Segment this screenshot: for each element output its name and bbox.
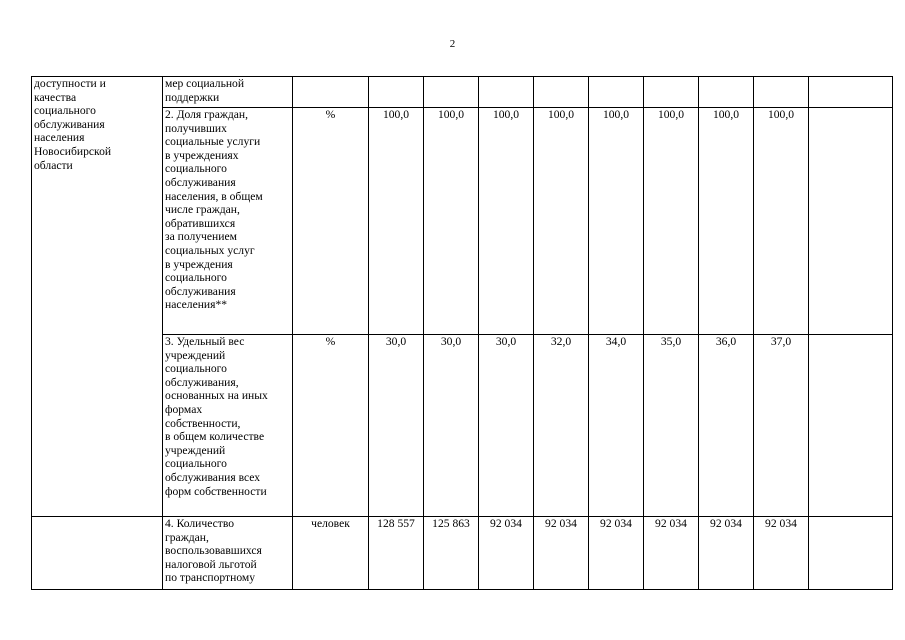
value-cell: 35,0 <box>644 335 699 517</box>
indicator-cell <box>163 335 293 517</box>
value-cell <box>644 77 699 108</box>
value-cell: 92 034 <box>754 517 809 590</box>
value-cell: 100,0 <box>479 108 534 335</box>
table-row <box>32 77 893 108</box>
value-cell: 100,0 <box>369 108 424 335</box>
value-cell: 92 034 <box>589 517 644 590</box>
value-cell: 30,0 <box>424 335 479 517</box>
value-cell: 100,0 <box>699 108 754 335</box>
value-cell: 92 034 <box>534 517 589 590</box>
indicator-text: 4. Количество граждан, воспользовавшихся налоговой льготой по транспортному <box>165 517 262 585</box>
indicator-text: мер социальной поддержки <box>165 77 245 104</box>
value-cell: 36,0 <box>699 335 754 517</box>
value-cell: 100,0 <box>424 108 479 335</box>
note-cell <box>809 108 893 335</box>
value-cell: 92 034 <box>479 517 534 590</box>
value-cell: 100,0 <box>644 108 699 335</box>
value-cell: 34,0 <box>589 335 644 517</box>
goal-text: доступности и качества социального обслуживания населения Новосибирской области <box>34 77 112 172</box>
value-cell <box>699 77 754 108</box>
value-cell <box>754 77 809 108</box>
value-cell: 92 034 <box>699 517 754 590</box>
value-cell <box>369 77 424 108</box>
value-cell: 100,0 <box>534 108 589 335</box>
value-cell <box>424 77 479 108</box>
indicator-cell <box>163 77 293 108</box>
value-cell: 128 557 <box>369 517 424 590</box>
goal-cell <box>32 77 163 517</box>
value-cell: 37,0 <box>754 335 809 517</box>
unit-cell: % <box>293 108 369 335</box>
value-cell: 100,0 <box>589 108 644 335</box>
page-number: 2 <box>449 38 456 50</box>
indicator-text: 3. Удельный вес учреждений социального обслуживания, основанных на иных формах собственности, в общем количестве учреждений социального обслуживания всех форм собственности <box>165 335 268 498</box>
value-cell: 92 034 <box>644 517 699 590</box>
indicator-cell <box>163 108 293 335</box>
indicators-table <box>31 76 893 590</box>
value-cell: 100,0 <box>754 108 809 335</box>
note-cell <box>809 517 893 590</box>
value-cell: 32,0 <box>534 335 589 517</box>
unit-cell: % <box>293 335 369 517</box>
goal-cell-empty <box>32 517 163 590</box>
value-cell: 125 863 <box>424 517 479 590</box>
value-cell <box>534 77 589 108</box>
value-cell: 30,0 <box>369 335 424 517</box>
indicator-text: 2. Доля граждан, получивших социальные услуги в учреждениях социального обслуживания населения, в общем числе граждан, обратившихся за получением социальных услуг в учреждения социального обслуживания населения** <box>165 108 263 312</box>
value-cell <box>589 77 644 108</box>
value-cell <box>479 77 534 108</box>
unit-cell: человек <box>293 517 369 590</box>
note-cell <box>809 335 893 517</box>
unit-cell <box>293 77 369 108</box>
note-cell <box>809 77 893 108</box>
value-cell: 30,0 <box>479 335 534 517</box>
table-row <box>32 517 893 590</box>
indicator-cell <box>163 517 293 590</box>
